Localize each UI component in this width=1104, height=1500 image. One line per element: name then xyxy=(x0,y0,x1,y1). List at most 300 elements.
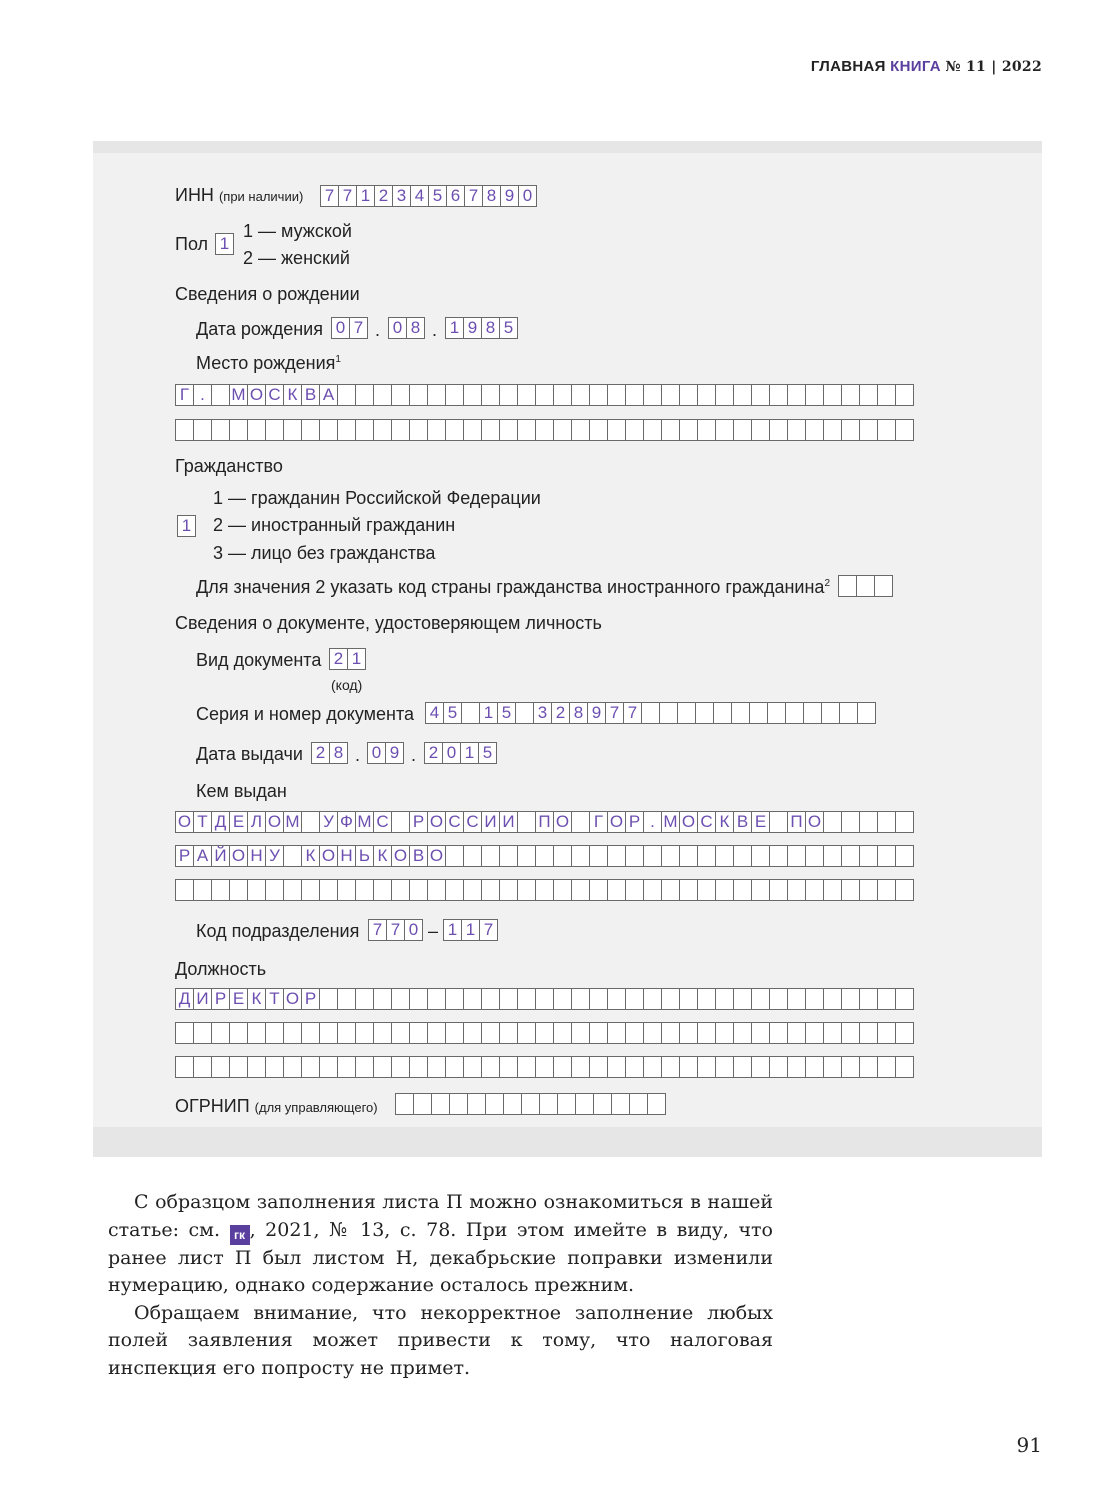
char-cell xyxy=(877,988,896,1010)
char-cell xyxy=(839,702,858,724)
char-cell xyxy=(175,1022,194,1044)
char-cell: 7 xyxy=(464,185,483,207)
char-cell xyxy=(679,988,698,1010)
char-cell xyxy=(895,1022,914,1044)
issued-by-line-3[interactable] xyxy=(175,879,914,901)
panel-edge-bottom xyxy=(93,1127,1042,1157)
char-cell: О xyxy=(265,811,284,833)
subdivision-code-dash: – xyxy=(428,921,439,941)
char-cell xyxy=(769,1022,788,1044)
birth-place-label xyxy=(196,352,341,374)
birth-place-label-text: Место рождения xyxy=(196,353,336,373)
char-cell xyxy=(409,879,428,901)
char-cell xyxy=(643,384,662,406)
char-cell xyxy=(625,988,644,1010)
char-cell xyxy=(517,988,536,1010)
char-cell: 8 xyxy=(481,317,500,339)
char-cell xyxy=(715,879,734,901)
char-cell xyxy=(643,1056,662,1078)
char-cell xyxy=(463,845,482,867)
char-cell xyxy=(859,1022,878,1044)
char-cell xyxy=(427,988,446,1010)
issued-by-line-2[interactable] xyxy=(175,845,914,867)
char-cell xyxy=(427,879,446,901)
char-cell xyxy=(413,1093,432,1115)
char-cell xyxy=(841,988,860,1010)
position-line-2[interactable] xyxy=(175,1022,914,1044)
char-cell xyxy=(373,419,392,441)
char-cell xyxy=(661,419,680,441)
char-cell xyxy=(841,384,860,406)
char-cell xyxy=(661,384,680,406)
char-cell xyxy=(449,1093,468,1115)
char-cell: И xyxy=(193,988,212,1010)
char-cell xyxy=(355,1056,374,1078)
char-cell: 2 xyxy=(424,742,443,764)
char-cell xyxy=(463,1056,482,1078)
char-cell xyxy=(661,988,680,1010)
document-series-field[interactable] xyxy=(425,702,876,724)
char-cell xyxy=(445,384,464,406)
char-cell xyxy=(373,1022,392,1044)
char-cell xyxy=(823,1022,842,1044)
char-cell: 4 xyxy=(425,702,444,724)
char-cell: Р xyxy=(409,811,428,833)
char-cell xyxy=(643,1022,662,1044)
char-cell xyxy=(679,845,698,867)
inn-label-text: ИНН xyxy=(175,185,214,205)
char-cell xyxy=(749,702,768,724)
char-cell xyxy=(337,879,356,901)
char-cell xyxy=(193,879,212,901)
char-cell xyxy=(787,988,806,1010)
char-cell xyxy=(805,845,824,867)
char-cell xyxy=(517,419,536,441)
char-cell xyxy=(499,384,518,406)
char-cell xyxy=(409,419,428,441)
char-cell xyxy=(431,1093,450,1115)
char-cell xyxy=(427,1022,446,1044)
char-cell: М xyxy=(661,811,680,833)
birth-place-line-2[interactable] xyxy=(175,419,914,441)
char-cell: . xyxy=(643,811,662,833)
char-cell: О xyxy=(679,811,698,833)
char-cell xyxy=(265,879,284,901)
char-cell xyxy=(355,879,374,901)
char-cell xyxy=(427,1056,446,1078)
issued-by-label: Кем выдан xyxy=(196,781,287,801)
char-cell xyxy=(571,419,590,441)
char-cell: 9 xyxy=(385,742,404,764)
char-cell xyxy=(769,384,788,406)
char-cell: 8 xyxy=(482,185,501,207)
char-cell: 9 xyxy=(500,185,519,207)
char-cell: О xyxy=(229,845,248,867)
char-cell: 8 xyxy=(329,742,348,764)
birth-year-field[interactable] xyxy=(445,317,518,339)
char-cell xyxy=(607,845,626,867)
subdivision-code-part-2[interactable] xyxy=(443,919,498,941)
char-cell: О xyxy=(319,845,338,867)
char-cell xyxy=(391,879,410,901)
char-cell xyxy=(571,811,590,833)
char-cell: С xyxy=(697,811,716,833)
gender-field[interactable] xyxy=(215,233,234,255)
char-cell: 6 xyxy=(446,185,465,207)
char-cell xyxy=(481,384,500,406)
char-cell: С xyxy=(463,811,482,833)
char-cell xyxy=(643,419,662,441)
char-cell xyxy=(211,419,230,441)
ogrnip-label xyxy=(175,1095,378,1119)
char-cell xyxy=(895,1056,914,1078)
char-cell: 1 xyxy=(461,919,480,941)
issued-by-line-1[interactable] xyxy=(175,811,914,833)
char-cell xyxy=(301,879,320,901)
char-cell xyxy=(481,988,500,1010)
char-cell: Е xyxy=(229,988,248,1010)
char-cell: А xyxy=(193,845,212,867)
char-cell: 7 xyxy=(320,185,339,207)
char-cell xyxy=(521,1093,540,1115)
char-cell xyxy=(211,384,230,406)
char-cell xyxy=(751,1022,770,1044)
char-cell: О xyxy=(391,845,410,867)
article-paragraph-1 xyxy=(108,1189,773,1300)
char-cell: Д xyxy=(211,811,230,833)
char-cell xyxy=(787,384,806,406)
char-cell: 5 xyxy=(499,317,518,339)
char-cell xyxy=(337,988,356,1010)
char-cell xyxy=(874,575,893,597)
char-cell xyxy=(409,1056,428,1078)
char-cell xyxy=(877,845,896,867)
char-cell xyxy=(625,384,644,406)
char-cell xyxy=(895,419,914,441)
char-cell: Г xyxy=(175,384,194,406)
char-cell xyxy=(535,384,554,406)
citizenship-option-3: 3 — лицо без гражданства xyxy=(213,543,436,563)
char-cell xyxy=(319,879,338,901)
char-cell xyxy=(625,419,644,441)
char-cell xyxy=(589,845,608,867)
char-cell xyxy=(391,1056,410,1078)
char-cell xyxy=(715,419,734,441)
char-cell xyxy=(697,988,716,1010)
char-cell xyxy=(607,1056,626,1078)
birth-place-line-1[interactable] xyxy=(175,384,914,406)
birth-month-field[interactable] xyxy=(388,317,425,339)
char-cell xyxy=(373,988,392,1010)
gk-magazine-icon[interactable]: гк xyxy=(230,1225,250,1245)
citizenship-option-2: 2 — иностранный гражданин xyxy=(213,515,456,535)
char-cell: 2 xyxy=(329,648,348,670)
gender-option-female: 2 — женский xyxy=(243,248,350,268)
char-cell xyxy=(751,988,770,1010)
char-cell xyxy=(539,1093,558,1115)
document-type-label: Вид документа xyxy=(196,650,322,670)
char-cell xyxy=(571,879,590,901)
char-cell xyxy=(535,845,554,867)
char-cell xyxy=(337,384,356,406)
char-cell xyxy=(499,419,518,441)
birth-day-field[interactable] xyxy=(331,317,368,339)
char-cell xyxy=(677,702,696,724)
char-cell: М xyxy=(283,811,302,833)
char-cell xyxy=(787,845,806,867)
char-cell xyxy=(463,879,482,901)
char-cell xyxy=(463,419,482,441)
char-cell: 3 xyxy=(392,185,411,207)
birth-date-label: Дата рождения xyxy=(196,319,323,339)
char-cell xyxy=(571,384,590,406)
char-cell xyxy=(175,419,194,441)
char-cell: А xyxy=(319,384,338,406)
char-cell xyxy=(787,419,806,441)
char-cell xyxy=(319,988,338,1010)
char-cell xyxy=(517,1022,536,1044)
ogrnip-field[interactable] xyxy=(395,1093,666,1115)
char-cell xyxy=(859,811,878,833)
char-cell: Н xyxy=(337,845,356,867)
char-cell xyxy=(463,988,482,1010)
char-cell xyxy=(193,1022,212,1044)
char-cell xyxy=(535,1022,554,1044)
char-cell xyxy=(629,1093,648,1115)
char-cell xyxy=(625,845,644,867)
char-cell: К xyxy=(283,384,302,406)
char-cell xyxy=(355,419,374,441)
gender-label: Пол xyxy=(175,234,209,254)
char-cell xyxy=(679,1022,698,1044)
char-cell: Ь xyxy=(355,845,374,867)
char-cell xyxy=(859,845,878,867)
char-cell xyxy=(589,1022,608,1044)
position-line-3[interactable] xyxy=(175,1056,914,1078)
char-cell xyxy=(857,702,876,724)
char-cell xyxy=(895,988,914,1010)
char-cell: И xyxy=(481,811,500,833)
char-cell xyxy=(841,1022,860,1044)
char-cell xyxy=(733,1056,752,1078)
char-cell xyxy=(283,1022,302,1044)
char-cell: Л xyxy=(247,811,266,833)
char-cell xyxy=(751,845,770,867)
char-cell: 7 xyxy=(605,702,624,724)
char-cell xyxy=(355,988,374,1010)
char-cell: 2 xyxy=(311,742,330,764)
char-cell: Р xyxy=(625,811,644,833)
char-cell xyxy=(877,879,896,901)
char-cell xyxy=(787,879,806,901)
char-cell xyxy=(679,384,698,406)
char-cell xyxy=(695,702,714,724)
char-cell xyxy=(823,1056,842,1078)
char-cell xyxy=(445,1056,464,1078)
char-cell xyxy=(769,845,788,867)
char-cell xyxy=(517,1056,536,1078)
char-cell xyxy=(769,1056,788,1078)
char-cell xyxy=(535,419,554,441)
char-cell xyxy=(607,988,626,1010)
char-cell: Е xyxy=(751,811,770,833)
char-cell: П xyxy=(787,811,806,833)
char-cell xyxy=(517,845,536,867)
char-cell xyxy=(751,419,770,441)
char-cell xyxy=(553,845,572,867)
char-cell: К xyxy=(715,811,734,833)
char-cell xyxy=(373,1056,392,1078)
char-cell xyxy=(803,702,822,724)
issue-year-field[interactable] xyxy=(424,742,497,764)
char-cell xyxy=(769,988,788,1010)
char-cell xyxy=(463,384,482,406)
char-cell xyxy=(481,845,500,867)
char-cell xyxy=(805,1022,824,1044)
char-cell xyxy=(733,384,752,406)
char-cell: 8 xyxy=(406,317,425,339)
char-cell: О xyxy=(175,811,194,833)
char-cell xyxy=(643,845,662,867)
char-cell xyxy=(823,384,842,406)
char-cell xyxy=(659,702,678,724)
char-cell xyxy=(769,419,788,441)
char-cell xyxy=(301,811,320,833)
position-line-1[interactable] xyxy=(175,988,914,1010)
char-cell xyxy=(553,1022,572,1044)
char-cell xyxy=(877,384,896,406)
char-cell xyxy=(787,1022,806,1044)
char-cell xyxy=(841,1056,860,1078)
char-cell xyxy=(571,988,590,1010)
char-cell xyxy=(895,811,914,833)
char-cell xyxy=(229,1022,248,1044)
char-cell xyxy=(823,879,842,901)
char-cell xyxy=(625,1056,644,1078)
subdivision-code-part-1[interactable] xyxy=(368,919,423,941)
char-cell xyxy=(409,384,428,406)
char-cell xyxy=(553,988,572,1010)
country-code-field[interactable] xyxy=(838,575,893,597)
char-cell xyxy=(877,419,896,441)
char-cell xyxy=(557,1093,576,1115)
char-cell xyxy=(607,1022,626,1044)
char-cell xyxy=(247,419,266,441)
char-cell xyxy=(713,702,732,724)
char-cell: О xyxy=(427,845,446,867)
char-cell xyxy=(607,419,626,441)
char-cell: С xyxy=(373,811,392,833)
char-cell xyxy=(499,988,518,1010)
char-cell xyxy=(859,988,878,1010)
char-cell: И xyxy=(499,811,518,833)
char-cell: 7 xyxy=(479,919,498,941)
page-number: 91 xyxy=(1016,1433,1042,1457)
issue-day-field[interactable] xyxy=(311,742,348,764)
citizenship-field[interactable] xyxy=(177,515,196,537)
char-cell xyxy=(571,1022,590,1044)
char-cell xyxy=(427,419,446,441)
char-cell: 0 xyxy=(404,919,423,941)
document-type-field[interactable] xyxy=(329,648,366,670)
inn-field[interactable] xyxy=(320,185,537,207)
char-cell xyxy=(355,1022,374,1044)
char-cell xyxy=(589,879,608,901)
char-cell xyxy=(247,879,266,901)
char-cell xyxy=(461,702,480,724)
char-cell xyxy=(733,988,752,1010)
char-cell xyxy=(641,702,660,724)
char-cell xyxy=(805,1056,824,1078)
char-cell xyxy=(823,419,842,441)
char-cell xyxy=(769,879,788,901)
char-cell xyxy=(895,845,914,867)
char-cell xyxy=(785,702,804,724)
char-cell xyxy=(859,879,878,901)
char-cell xyxy=(481,419,500,441)
char-cell xyxy=(877,811,896,833)
char-cell: Т xyxy=(265,988,284,1010)
char-cell xyxy=(229,879,248,901)
char-cell: В xyxy=(409,845,428,867)
issue-month-field[interactable] xyxy=(367,742,404,764)
char-cell xyxy=(265,419,284,441)
char-cell xyxy=(283,1056,302,1078)
char-cell xyxy=(301,1022,320,1044)
char-cell: 8 xyxy=(569,702,588,724)
char-cell xyxy=(391,419,410,441)
char-cell xyxy=(373,879,392,901)
char-cell xyxy=(283,845,302,867)
char-cell xyxy=(895,384,914,406)
char-cell: О xyxy=(247,384,266,406)
char-cell: 2 xyxy=(551,702,570,724)
char-cell xyxy=(175,879,194,901)
char-cell xyxy=(697,419,716,441)
char-cell xyxy=(856,575,875,597)
char-cell: 1 xyxy=(347,648,366,670)
char-cell xyxy=(535,1056,554,1078)
char-cell xyxy=(247,1056,266,1078)
running-header xyxy=(811,58,1042,75)
char-cell xyxy=(697,1056,716,1078)
char-cell: 2 xyxy=(374,185,393,207)
inn-label xyxy=(175,184,303,208)
char-cell xyxy=(697,845,716,867)
char-cell xyxy=(319,1022,338,1044)
char-cell: 1 xyxy=(445,317,464,339)
char-cell xyxy=(503,1093,522,1115)
paragraph-1-end: , 2021, № 13, с. 78. При этом имейте в виду, что ранее лист П был листом Н, декабрьские поправки изменили нумерацию, однако содержание осталось прежним. xyxy=(108,1218,774,1296)
char-cell xyxy=(859,419,878,441)
char-cell xyxy=(337,1056,356,1078)
char-cell xyxy=(175,1056,194,1078)
char-cell: О xyxy=(283,988,302,1010)
char-cell xyxy=(499,1056,518,1078)
char-cell xyxy=(895,879,914,901)
birth-date-dot-1: . xyxy=(375,320,381,340)
char-cell: Р xyxy=(301,988,320,1010)
char-cell: 1 xyxy=(460,742,479,764)
char-cell xyxy=(841,845,860,867)
char-cell: 1 xyxy=(356,185,375,207)
article-body xyxy=(108,1189,773,1382)
char-cell xyxy=(193,1056,212,1078)
char-cell xyxy=(715,384,734,406)
char-cell xyxy=(715,988,734,1010)
char-cell xyxy=(643,879,662,901)
char-cell: Е xyxy=(229,811,248,833)
